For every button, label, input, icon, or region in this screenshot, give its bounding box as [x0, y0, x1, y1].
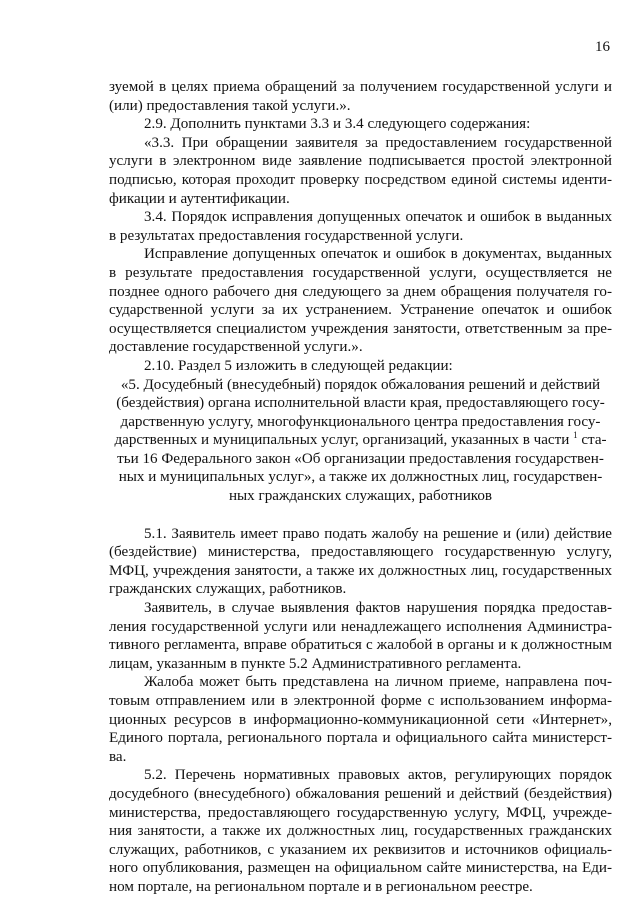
- paragraph: 5.1. Заявитель имеет право подать жалобу на решение и (или) действие (бездействие) министерства, предоставляющего государственную услугу, МФЦ, учреждения занятости, а также их должностных лиц, государственных гражданских служащих, работников.: [109, 525, 612, 598]
- paragraph: Жалоба может быть представлена на личном приеме, направлена почтовым отправлением или в электронной форме с использованием информационных ресурсов в информационно-коммуникационной сети «Интернет», Единого портала, регионального портала и официального сайта министерства.: [109, 674, 612, 765]
- paragraph: 2.9. Дополнить пунктами 3.3 и 3.4 следующего содержания:: [144, 116, 531, 133]
- paragraph: 2.10. Раздел 5 изложить в следующей редакции:: [144, 357, 453, 374]
- section-gap: [109, 506, 612, 525]
- page-number: 16: [595, 39, 610, 55]
- paragraph: «3.3. При обращении заявителя за предоставлением государственной услуги в электронном виде заявление подписывается простой электронной подписью, которая проходит проверку посредством единой системы идентификации и аутентификации.: [109, 134, 612, 207]
- heading-text-end: статьи 16 Федерального закон «Об организации предоставления государственных и муниципальных услуг», а также их должностных лиц, государственных гражданских служащих, работников: [117, 432, 607, 505]
- paragraph: 3.4. Порядок исправления допущенных опечаток и ошибок в выданных в результатах предоставления государственной услуги.: [109, 209, 612, 244]
- heading-text-start: «5. Досудебный (внесудебный) порядок обжалования решений и действий (бездействия) органа исполнительной власти края, предоставляющего государственную услугу, многофункционального центра предоставления государственных и муниципальных услуг, организаций, указанных в части: [114, 376, 605, 449]
- paragraph: зуемой в целях приема обращений за получением государственной услуги и (или) предоставления такой услуги.».: [109, 79, 612, 114]
- paragraph: Заявитель, в случае выявления фактов нарушения порядка предоставления государственной услуги или ненадлежащего исполнения Административного регламента, вправе обратиться с жалобой в органы и к должностным лицам, указанным в пункте 5.2 Административного регламента.: [109, 600, 612, 672]
- paragraph: 5.2. Перечень нормативных правовых актов, регулирующих порядок досудебного (внесудебного) обжалования решений и действий (бездействия) министерства, предоставляющего государственную услугу, МФЦ, учреждения занятости, а также их должностных лиц, государственных гражданских служащих, работников, с указанием их реквизитов и источников официального опубликования, размещен на официальном сайте министерства, на Едином портале, на региональном портале и в региональном реестре.: [109, 767, 612, 895]
- document-body: [109, 78, 612, 897]
- heading-superscript: 1: [573, 430, 578, 441]
- section-heading: [109, 376, 612, 506]
- paragraph: Исправление допущенных опечаток и ошибок в документах, выданных в результате предоставления государственной услуги, осуществляется не позднее одного рабочего дня следующего за днем обращения получателя государственной услуги за их устранением. Устранение опечаток и ошибок осуществляется специалистом учреждения занятости, ответственным за предоставление государственной услуги.».: [109, 246, 612, 356]
